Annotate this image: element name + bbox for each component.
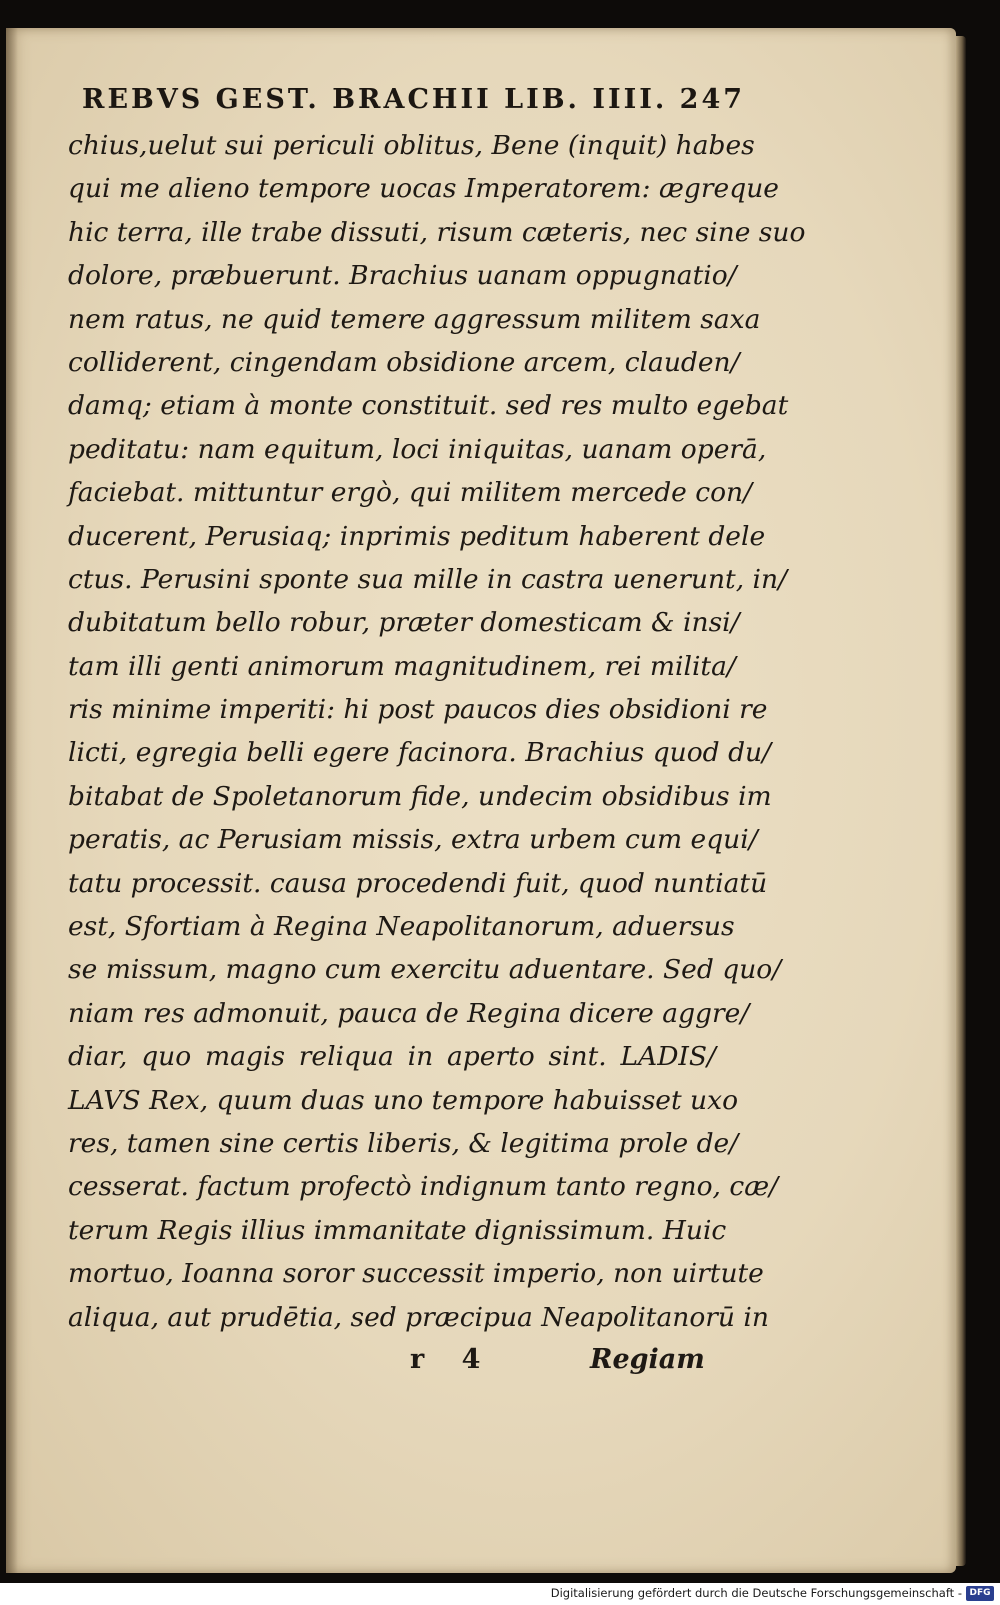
text-line: cesserat. factum profectò indignum tanto regno, cæ/ xyxy=(68,1171,779,1203)
funding-credit: Digitalisierung gefördert durch die Deutsche Forschungsgemeinschaft - xyxy=(550,1586,962,1600)
text-line: hic terra, ille trabe dissuti, risum cæteris, nec sine suo xyxy=(68,216,806,248)
text-line: diar, quo magis reliqua in aperto sint. LADIS/ xyxy=(68,1041,716,1073)
page-edge xyxy=(956,36,966,1566)
text-line: LAVS Rex, quum duas uno tempore habuisset uxo xyxy=(68,1084,739,1116)
body-text xyxy=(68,124,806,1339)
signature-mark: r 4 xyxy=(410,1344,495,1375)
text-line: ris minime imperiti: hi post paucos dies obsidioni re xyxy=(68,694,768,726)
text-line: mortuo, Ioanna soror successit imperio, non uirtute xyxy=(68,1258,764,1290)
page-footer-line xyxy=(0,1344,1000,1390)
text-line: ctus. Perusini sponte sua mille in castra uenerunt, in/ xyxy=(68,563,788,595)
text-line: chius,uelut sui periculi oblitus, Bene (inquit) habes xyxy=(68,130,755,161)
text-line: peditatu: nam equitum, loci iniquitas, uanam operā, xyxy=(68,433,767,465)
catchword: Regiam xyxy=(590,1344,705,1375)
text-line: damq; etiam à monte constituit. sed res multo egebat xyxy=(68,390,789,422)
digitization-footer xyxy=(0,1583,1000,1605)
running-head: REBVS GEST. BRACHII LIB. IIII. 247 xyxy=(82,84,746,115)
text-line: qui me alieno tempore uocas Imperatorem: ægreque xyxy=(68,173,779,205)
gutter-shadow xyxy=(6,28,18,1573)
text-line: niam res admonuit, pauca de Regina dicere aggre/ xyxy=(68,997,750,1029)
text-line: est, Sfortiam à Regina Neapolitanorum, aduersus xyxy=(68,911,735,943)
text-line: licti, egregia belli egere facinora. Brachius quod du/ xyxy=(68,737,772,769)
text-line: res, tamen sine certis liberis, & legitima prole de/ xyxy=(68,1127,739,1159)
text-line: terum Regis illius immanitate dignissimum. Huic xyxy=(68,1214,727,1246)
text-line: aliqua, aut prudētia, sed præcipua Neapolitanorū in xyxy=(68,1301,769,1333)
text-line: dolore, præbuerunt. Brachius uanam oppugnatio/ xyxy=(68,260,737,292)
text-line: tatu processit. causa procedendi fuit, quod nuntiatū xyxy=(68,867,768,899)
text-line: tam illi genti animorum magnitudinem, rei milita/ xyxy=(68,650,736,682)
text-line: nem ratus, ne quid temere aggressum militem saxa xyxy=(68,303,761,335)
text-line: se missum, magno cum exercitu aduentare. Sed quo/ xyxy=(68,954,782,986)
text-line: peratis, ac Perusiam missis, extra urbem cum equi/ xyxy=(68,824,758,856)
text-line: dubitatum bello robur, præter domesticam & insi/ xyxy=(68,607,740,639)
text-line: ducerent, Perusiaq; inprimis peditum haberent dele xyxy=(68,520,766,552)
text-line: colliderent, cingendam obsidione arcem, clauden/ xyxy=(68,346,740,378)
dfg-logo: DFG xyxy=(966,1586,994,1601)
text-line: faciebat. mittuntur ergò, qui militem mercede con/ xyxy=(68,477,753,509)
text-line: bitabat de Spoletanorum fide, undecim obsidibus im xyxy=(68,780,772,812)
